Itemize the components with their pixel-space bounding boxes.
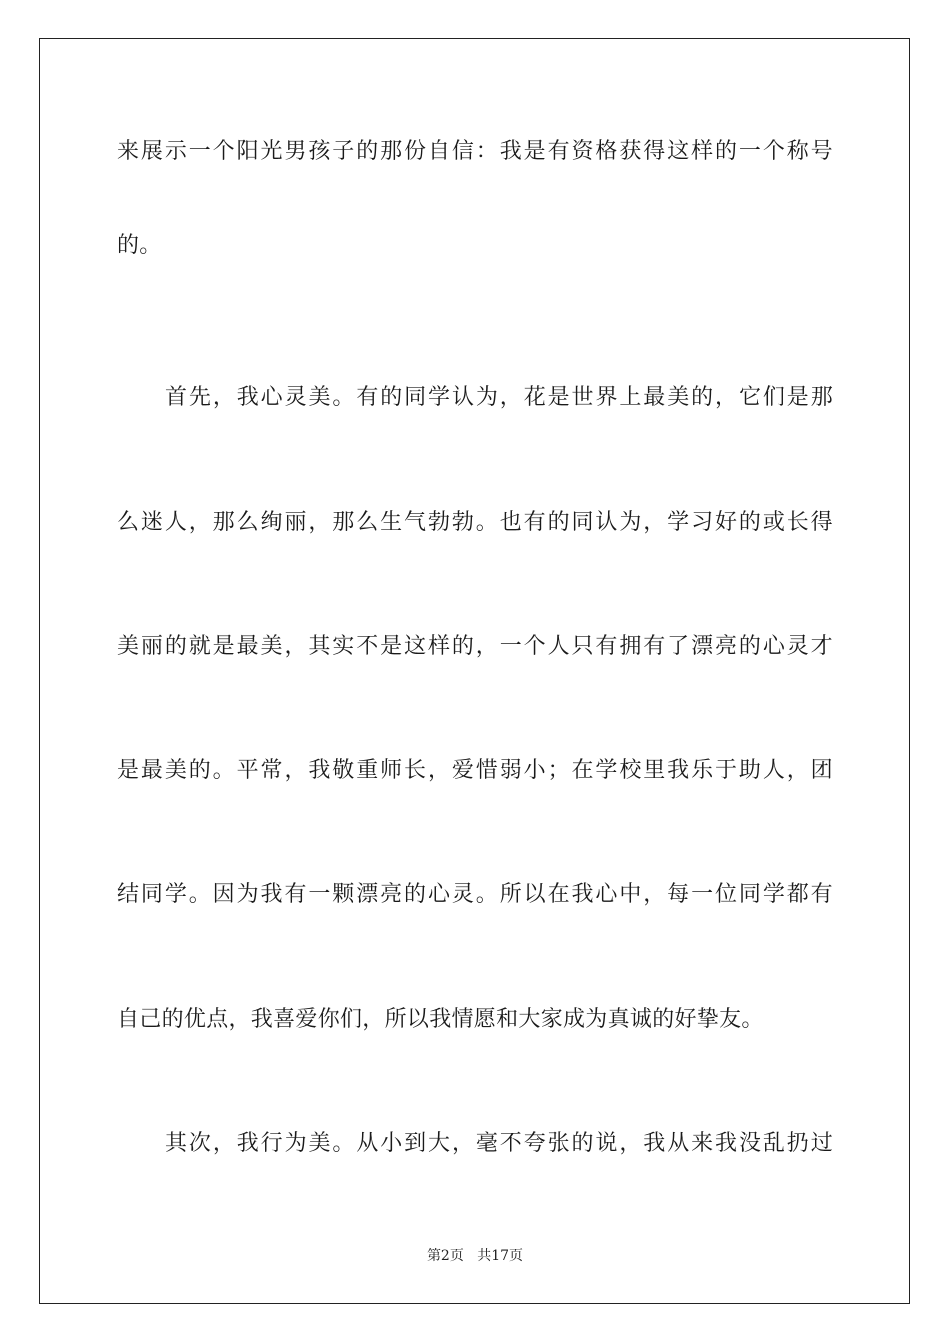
body-text-line: 是最美的。平常，我敬重师长，爱惜弱小；在学校里我乐于助人，团: [117, 758, 833, 783]
page-number: 第2页: [426, 1248, 464, 1264]
page-total: 共17页: [477, 1248, 524, 1264]
page-footer: [0, 1247, 950, 1265]
paragraph-first-line: 其次，我行为美。从小到大，毫不夸张的说，我从来我没乱扔过: [165, 1131, 833, 1156]
body-text-line: 来展示一个阳光男孩子的那份自信：我是有资格获得这样的一个称号: [117, 139, 833, 164]
paragraph-first-line: 首先，我心灵美。有的同学认为，花是世界上最美的，它们是那: [165, 385, 833, 410]
page-border: [39, 38, 910, 1304]
body-text-line: 结同学。因为我有一颗漂亮的心灵。所以在我心中，每一位同学都有: [117, 882, 833, 907]
body-text-line: 美丽的就是最美，其实不是这样的，一个人只有拥有了漂亮的心灵才: [117, 634, 833, 659]
body-text-line: 的。: [117, 233, 162, 258]
body-text-line: 自己的优点，我喜爱你们，所以我情愿和大家成为真诚的好挚友。: [117, 1007, 764, 1032]
body-text-line: 么迷人，那么绚丽，那么生气勃勃。也有的同认为，学习好的或长得: [117, 510, 833, 535]
